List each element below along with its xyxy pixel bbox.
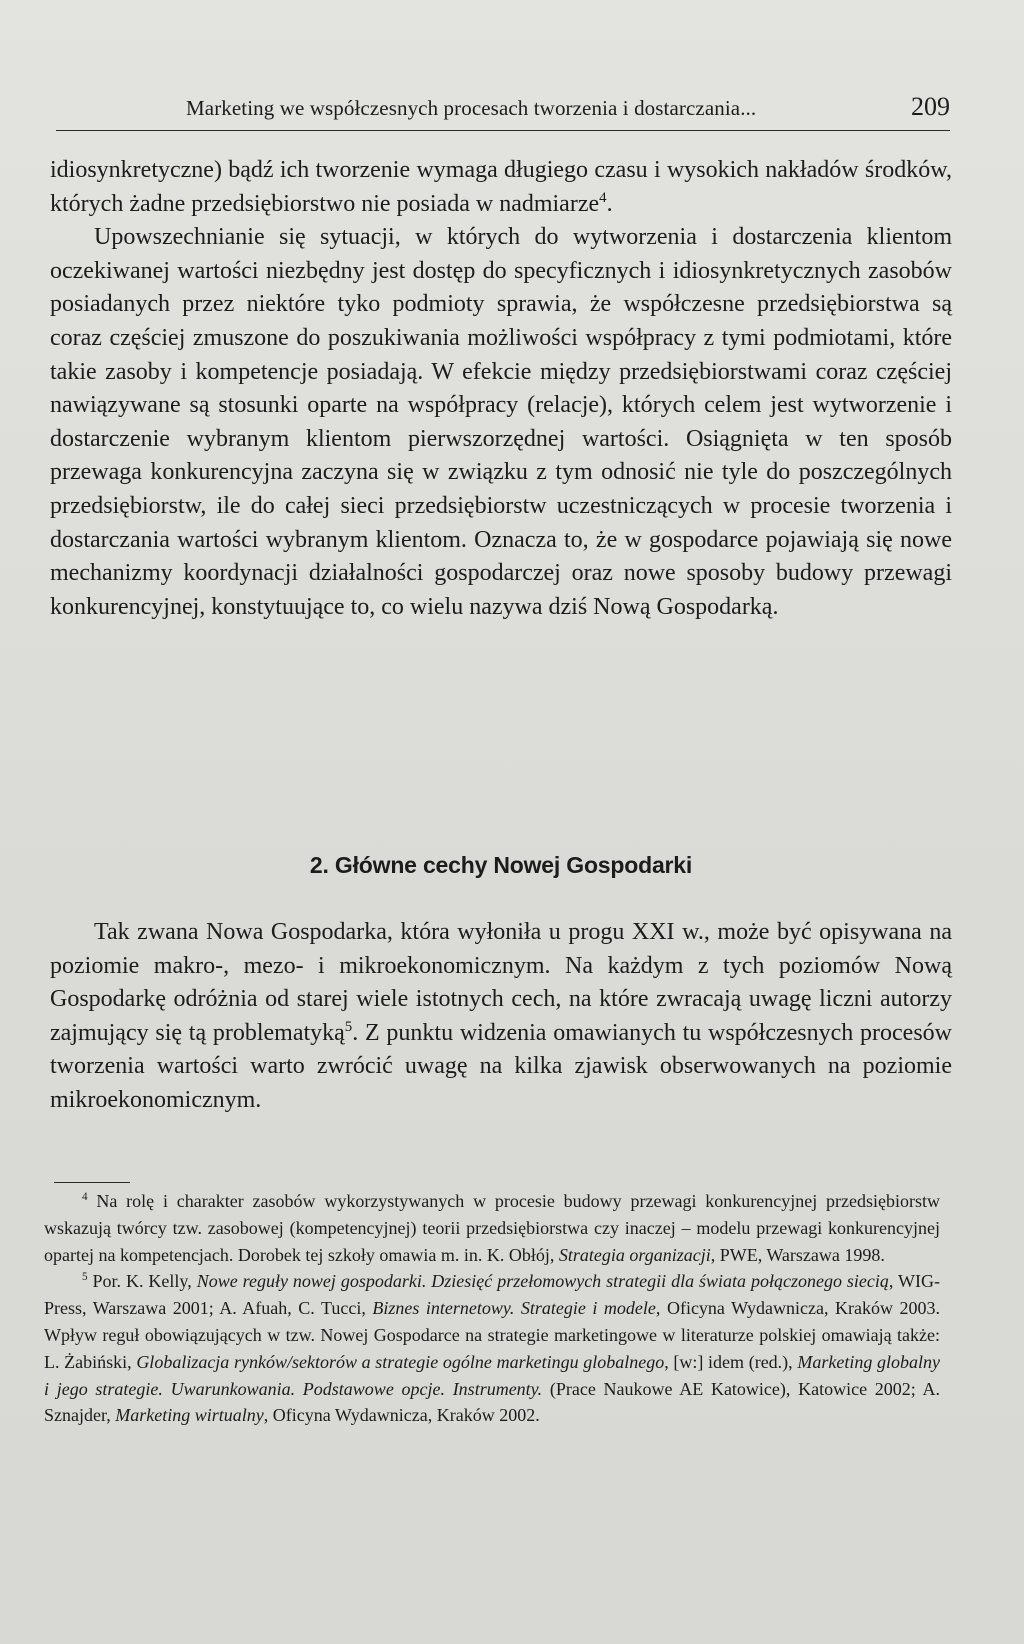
footnote-5: $^5$ Por. K. Kelly, Nowe reguły nowej gospodarki. Dziesięć przełomowych strategii dla świata połączonego siecią, WIG-Press, Warszawa 2001; A. Afuah, C. Tucci, Biznes internetowy. Strategie i modele, Oficyna Wydawnicza, Kraków 2003. Wpływ reguł obowiązujących w tzw. Nowej Gospodarce na strategie marketingowe w literaturze polskiej omawiają także: L. Żabiński, Globalizacja rynków/sektorów a strategie ogólne marketingu globalnego, [w:] idem (red.), Marketing globalny i jego strategie. Uwarunkowania. Podstawowe opcje. Instrumenty. (Prace Naukowe AE Katowice), Katowice 2002; A. Sznajder, Marketing wirtualny, Oficyna Wydawnicza, Kraków 2002.: [44, 1271, 941, 1426]
footnote-ref-5[interactable]: 5: [344, 1018, 353, 1035]
paragraph-1: idiosynkretyczne) bądź ich tworzenie wymaga długiego czasu i wysokich nakładów środków, których żadne przedsiębiorstwo nie posiada w nadmiarze$^4$.: [50, 157, 952, 217]
paragraph-3: Tak zwana Nowa Gospodarka, która wyłoniła u progu XXI w., może być opisywana na poziomie makro-, mezo- i mikroekonomicznym. Na każdym z tych poziomów Nową Gospodarkę odróżnia od starej wiele istotnych cech, na które zwracają uwagę liczni autorzy zajmujący się tą problematyką$^5$. Z punktu widzenia omawianych tu współczesnych procesów tworzenia wartości warto zwrócić uwagę na kilka zjawisk obserwowanych na poziomie mikroekonomicznym.: [50, 919, 952, 1113]
running-head: [56, 92, 950, 131]
footnote-4: $^4$ Na rolę i charakter zasobów wykorzystywanych w procesie budowy przewagi konkurencyjnej przedsiębiorstw wskazują twórcy tzw. zasobowej (kompetencyjnej) teorii przedsiębiorstwa czy inaczej – modelu przewagi konkurencyjnej opartej na kompetencjach. Dorobek tej szkoły omawia m. in. K. Obłój, Strategia organizacji, PWE, Warszawa 1998.: [44, 1191, 940, 1265]
footnote-divider: [54, 1182, 130, 1183]
section-heading: 2. Główne cechy Nowej Gospodarki: [309, 852, 693, 878]
body-text: [50, 154, 952, 624]
section-body: [50, 916, 952, 1118]
footnotes: [44, 1188, 940, 1429]
page-number: 209: [911, 92, 950, 121]
paragraph-2: Upowszechnianie się sytuacji, w których do wytworzenia i dostarczenia klientom oczekiwanej wartości niezbędny jest dostęp do specyficznych i idiosynkretycznych zasobów posiadanych przez niektóre tyko podmioty sprawia, że współczesne przedsiębiorstwa są coraz częściej zmuszone do poszukiwania możliwości współpracy z tymi podmiotami, które takie zasoby i kompetencje posiadają. W efekcie między przedsiębiorstwami coraz częściej nawiązywane są stosunki oparte na współpracy (relacje), których celem jest wytworzenie i dostarczenie wybranym klientom pierwszorzędnej wartości. Osiągnięta w ten sposób przewaga konkurencyjna zaczyna się w związku z tym odnosić nie tyle do poszczególnych przedsiębiorstw, ile do całej sieci przedsiębiorstw uczestniczących w procesie tworzenia i dostarczania wartości wybranym klientom. Oznacza to, że w gospodarce pojawiają się nowe mechanizmy koordynacji działalności gospodarczej oraz nowe sposoby budowy przewagi konkurencyjnej, konstytuujące to, co wielu nazywa dziś Nową Gospodarką.: [50, 224, 952, 620]
running-title: Marketing we współczesnych procesach tworzenia i dostarczania...: [186, 96, 757, 120]
footnote-ref-4[interactable]: 4: [599, 189, 607, 206]
